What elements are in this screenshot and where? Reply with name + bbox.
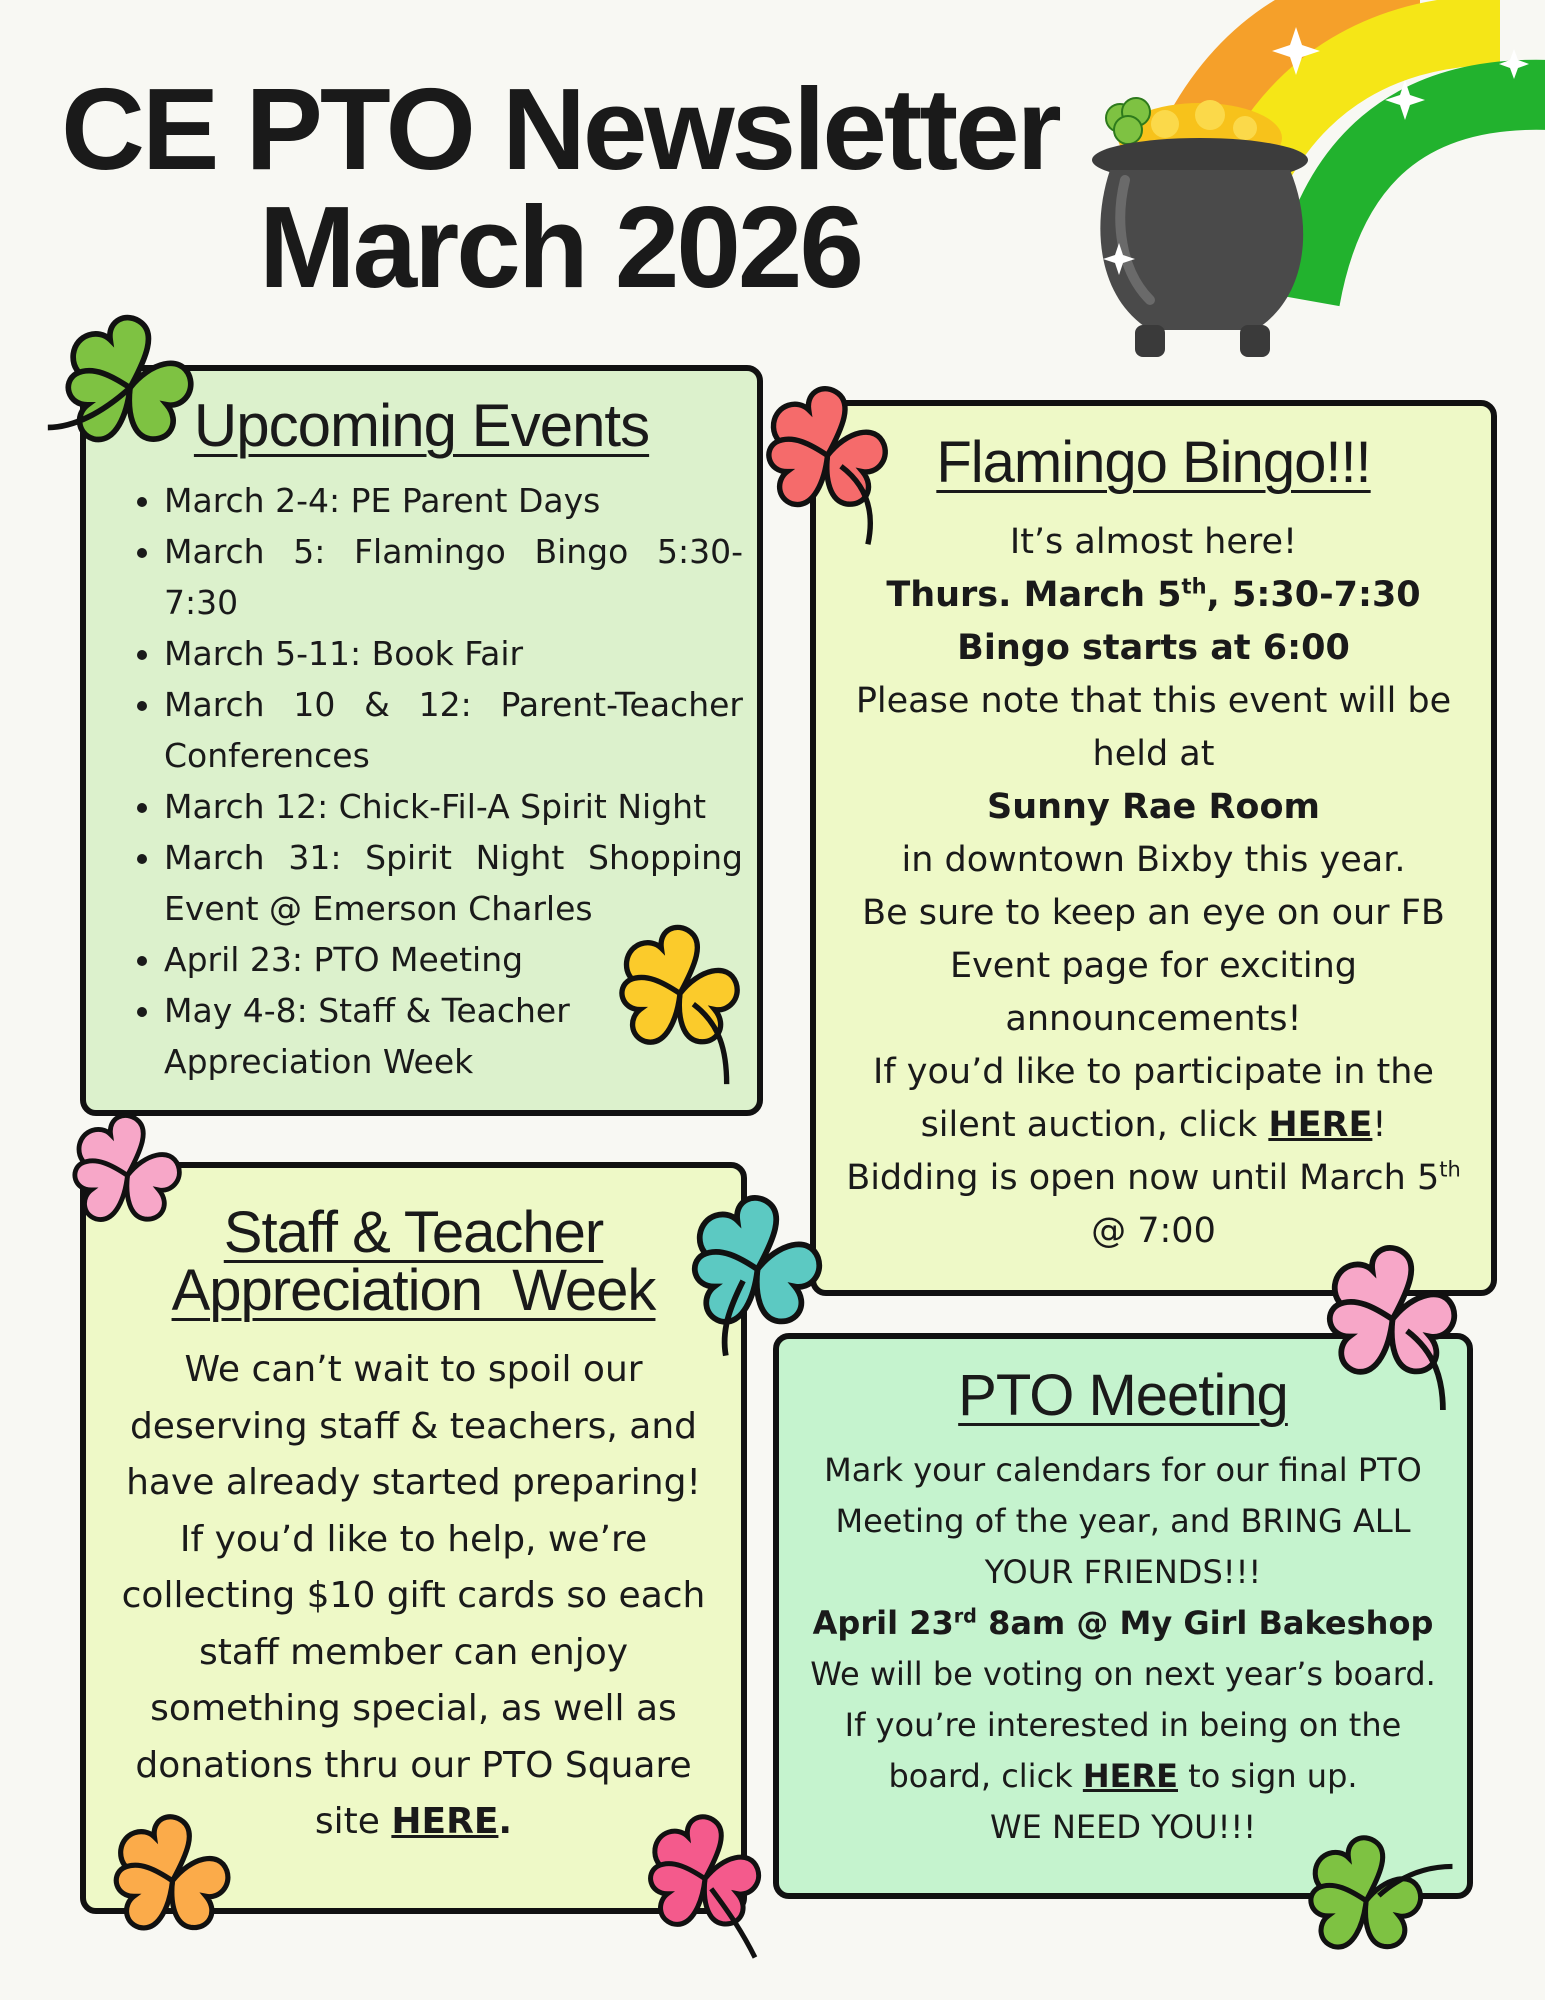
title-line-2: March 2026 [259, 182, 861, 312]
bingo-note: Please note that this event will be held at [855, 681, 1452, 774]
pto-meeting-body [779, 1445, 1467, 1853]
upcoming-events-heading: Upcoming Events [193, 392, 650, 459]
event-item: • May 4-8: Staff & Teacher Appreciation Week [164, 985, 743, 1087]
event-item: • April 23: PTO Meeting [164, 934, 743, 985]
board-signup-here-link[interactable]: HERE [1082, 1757, 1178, 1795]
flamingo-bingo-heading: Flamingo Bingo!!! [936, 430, 1371, 495]
teal-clover-icon [670, 1180, 845, 1360]
magenta-clover-icon [630, 1800, 780, 1965]
meeting-body-2: We will be voting on next year’s board. If you’re interested in being on the board, click HERE to sign up. [810, 1655, 1436, 1795]
auction-here-link[interactable]: HERE [1268, 1105, 1373, 1145]
bingo-location: in downtown Bixby this year. [901, 840, 1406, 880]
meeting-closing: WE NEED YOU!!! [989, 1808, 1257, 1846]
flamingo-bingo-card [810, 400, 1497, 1296]
staff-appreciation-body [86, 1342, 741, 1851]
orange-clover-icon [95, 1800, 250, 1950]
bingo-start-time: Bingo starts at 6:00 [957, 628, 1350, 668]
pink-clover-icon [1305, 1230, 1480, 1410]
pto-meeting-card [773, 1333, 1473, 1899]
rainbow-pot-of-gold-illustration [1080, 0, 1545, 380]
meeting-date: April 23rd 8am @ My Girl Bakeshop [812, 1604, 1434, 1642]
bingo-fb-note: Be sure to keep an eye on our FB Event page for exciting announcements! [862, 893, 1445, 1039]
bingo-auction: If you’d like to participate in the silent auction, click HERE! [873, 1052, 1434, 1145]
staff-body-2: If you’d like to help, we’re collecting $10 gift cards so each staff member can enjoy something special, as well as donations thru our PTO Square site HERE. [121, 1518, 706, 1842]
flamingo-bingo-body [816, 516, 1491, 1258]
staff-appreciation-heading: Staff & Teacher Appreciation Week [171, 1200, 656, 1323]
pto-meeting-heading: PTO Meeting [958, 1363, 1288, 1428]
bingo-venue: Sunny Rae Room [987, 787, 1320, 827]
green-clover-icon [45, 300, 215, 470]
title-line-1: CE PTO Newsletter [61, 64, 1059, 194]
coral-clover-icon [745, 372, 910, 547]
bingo-bidding: Bidding is open now until March 5th @ 7:00 [846, 1157, 1461, 1251]
bingo-intro: It’s almost here! [1009, 522, 1298, 562]
pto-square-here-link[interactable]: HERE [391, 1801, 499, 1842]
yellow-clover-icon [600, 910, 760, 1085]
green-clover-icon [1290, 1820, 1455, 1970]
pink-clover-icon [55, 1100, 200, 1240]
event-item: • March 5: Flamingo Bingo 5:30-7:30 [164, 526, 743, 628]
event-item: • March 31: Spirit Night Shopping Event @ Emerson Charles [164, 832, 743, 934]
event-item: • March 12: Chick-Fil-A Spirit Night [164, 781, 743, 832]
event-item: • March 10 & 12: Parent-Teacher Conferences [164, 679, 743, 781]
event-item: • March 5-11: Book Fair [164, 628, 743, 679]
newsletter-title [60, 64, 1060, 312]
bingo-date: Thurs. March 5th, 5:30-7:30 [886, 574, 1421, 615]
meeting-body-1: Mark your calendars for our final PTO Meeting of the year, and BRING ALL YOUR FRIENDS!!! [824, 1451, 1422, 1591]
staff-body-1: We can’t wait to spoil our deserving staff & teachers, and have already started preparing! [126, 1349, 701, 1503]
event-item: • March 2-4: PE Parent Days [164, 475, 743, 526]
